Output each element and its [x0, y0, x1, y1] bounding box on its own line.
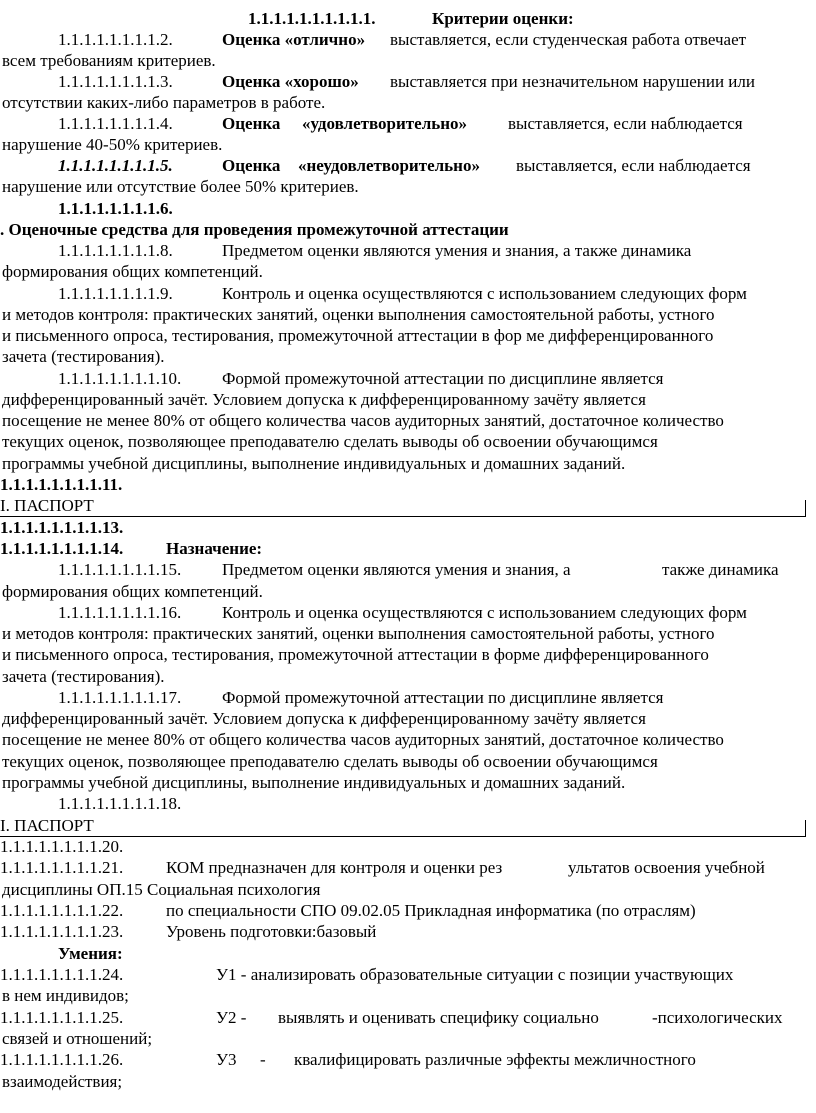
text-segment: формирования общих компетенций. — [2, 262, 263, 281]
text-segment: программы учебной дисциплины, выполнение индивидуальных и домашних заданий. — [2, 454, 626, 473]
text-segment: формирования общих компетенций. — [2, 582, 263, 601]
text-segment: дифференцированный зачёт. Условием допуска к дифференцированному зачёту является — [2, 390, 646, 409]
text-segment: Оценка — [222, 156, 281, 175]
text-segment: 1.1.1.1.1.1.1.1.25. — [0, 1008, 124, 1027]
text-segment: в нем индивидов; — [2, 986, 129, 1005]
text-segment: 1.1.1.1.1.1.1.1.22. — [0, 901, 124, 920]
text-segment: I. ПАСПОРТ — [0, 816, 94, 835]
text-segment: 1.1.1.1.1.1.1.1.16. — [58, 603, 182, 622]
text-segment: дисциплины ОП.15 Социальная психология — [2, 880, 321, 899]
text-segment: текущих оценок, позволяющее преподавателю сделать выводы об освоении обучающимся — [2, 432, 658, 451]
text-segment: Предметом оценки являются умения и знания, а также динамика — [222, 241, 692, 260]
text-segment: 1.1.1.1.1.1.1.1.26. — [0, 1050, 124, 1069]
text-segment: 1.1.1.1.1.1.1.1.9. — [58, 284, 173, 303]
text-segment: квалифицировать различные эффекты межличностного — [294, 1050, 696, 1069]
text-segment: Критерии оценки: — [432, 9, 574, 28]
text-segment: 1.1.1.1.1.1.1.1.1.1. — [248, 9, 376, 28]
text-segment: Оценка «отлично» — [222, 30, 366, 49]
text-segment: - — [260, 1050, 266, 1069]
text-segment: 1.1.1.1.1.1.1.1.6. — [58, 199, 173, 218]
text-segment: 1.1.1.1.1.1.1.1.23. — [0, 922, 124, 941]
text-segment: и методов контроля: практических занятий, оценки выполнения самостоятельной работы, устного — [2, 624, 715, 643]
passport-rule-1-end — [805, 500, 806, 516]
text-segment: также динамика — [662, 560, 779, 579]
text-segment: выставляется, если студенческая работа отвечает — [390, 30, 747, 49]
text-segment: Предметом оценки являются умения и знания, а — [222, 560, 571, 579]
text-segment: дифференцированный зачёт. Условием допуска к дифференцированному зачёту является — [2, 709, 646, 728]
text-segment: Оценка — [222, 114, 281, 133]
text-segment: Контроль и оценка осуществляются с использованием следующих форм — [222, 284, 747, 303]
text-segment: 1.1.1.1.1.1.1.1.10. — [58, 369, 182, 388]
text-segment: Контроль и оценка осуществляются с использованием следующих форм — [222, 603, 747, 622]
text-segment: отсутствии каких-либо параметров в работе. — [2, 93, 326, 112]
text-segment: 1.1.1.1.1.1.1.1.20. — [0, 837, 124, 856]
text-segment: Назначение: — [166, 539, 263, 558]
text-segment: У3 — [216, 1050, 237, 1069]
text-segment: Формой промежуточной аттестации по дисциплине является — [222, 369, 664, 388]
text-segment: «удовлетворительно» — [302, 114, 468, 133]
text-segment: I. ПАСПОРТ — [0, 496, 94, 515]
text-segment: Оценка «хорошо» — [222, 72, 359, 91]
text-segment: нарушение 40-50% критериев. — [2, 135, 223, 154]
text-segment: и письменного опроса, тестирования, промежуточной аттестации в форме дифференцированного — [2, 645, 709, 664]
text-segment: 1.1.1.1.1.1.1.1.14. — [0, 539, 124, 558]
text-segment: нарушение или отсутствие более 50% критериев. — [2, 177, 359, 196]
text-segment: всем требованиям критериев. — [2, 51, 216, 70]
text-segment: зачета (тестирования). — [2, 667, 165, 686]
text-segment: 1.1.1.1.1.1.1.1.18. — [58, 794, 182, 813]
text-segment: У1 - анализировать образовательные ситуации с позиции участвующих — [216, 965, 734, 984]
text-segment: программы учебной дисциплины, выполнение индивидуальных и домашних заданий. — [2, 773, 626, 792]
text-segment: 1.1.1.1.1.1.1.1.2. — [58, 30, 173, 49]
text-segment: посещение не менее 80% от общего количества часов аудиторных занятий, достаточное количество — [2, 411, 724, 430]
text-segment: 1.1.1.1.1.1.1.1.21. — [0, 858, 124, 877]
text-segment: и письменного опроса, тестирования, промежуточной аттестации в фор ме дифференцированного — [2, 326, 714, 345]
text-segment: зачета (тестирования). — [2, 347, 165, 366]
text-segment: Умения: — [58, 944, 123, 963]
text-segment: ультатов освоения учебной — [568, 858, 765, 877]
text-segment: выявлять и оценивать специфику социально — [278, 1008, 599, 1027]
text-segment: 1.1.1.1.1.1.1.1.17. — [58, 688, 182, 707]
text-segment: Формой промежуточной аттестации по дисциплине является — [222, 688, 664, 707]
text-segment: 1.1.1.1.1.1.1.1.5. — [58, 156, 173, 175]
text-segment: 1.1.1.1.1.1.1.1.4. — [58, 114, 173, 133]
text-segment: текущих оценок, позволяющее преподавателю сделать выводы об освоении обучающимся — [2, 752, 658, 771]
text-segment: Уровень подготовки:базовый — [166, 922, 377, 941]
text-segment: по специальности СПО 09.02.05 Прикладная информатика (по отраслям) — [166, 901, 696, 920]
text-segment: выставляется, если наблюдается — [508, 114, 743, 133]
text-segment: У2 - — [216, 1008, 247, 1027]
passport-rule-2-end — [805, 820, 806, 836]
text-segment: -психологических — [652, 1008, 783, 1027]
text-segment: посещение не менее 80% от общего количества часов аудиторных занятий, достаточное количество — [2, 730, 724, 749]
text-segment: 1.1.1.1.1.1.1.1.13. — [0, 518, 124, 537]
text-segment: выставляется, если наблюдается — [516, 156, 751, 175]
text-segment: 1.1.1.1.1.1.1.1.8. — [58, 241, 173, 260]
text-segment: и методов контроля: практических занятий, оценки выполнения самостоятельной работы, устного — [2, 305, 715, 324]
text-segment: 1.1.1.1.1.1.1.1.3. — [58, 72, 173, 91]
text-segment: «неудовлетворительно» — [298, 156, 480, 175]
text-segment: 1.1.1.1.1.1.1.1.11. — [0, 475, 123, 494]
text-segment: . Оценочные средства для проведения промежуточной аттестации — [0, 220, 509, 239]
text-segment: 1.1.1.1.1.1.1.1.15. — [58, 560, 182, 579]
text-segment: 1.1.1.1.1.1.1.1.24. — [0, 965, 124, 984]
text-segment: выставляется при незначительном нарушении или — [390, 72, 755, 91]
text-segment: КОМ предназначен для контроля и оценки рез — [166, 858, 503, 877]
text-segment: связей и отношений; — [2, 1029, 153, 1048]
text-segment: взаимодействия; — [2, 1072, 123, 1091]
